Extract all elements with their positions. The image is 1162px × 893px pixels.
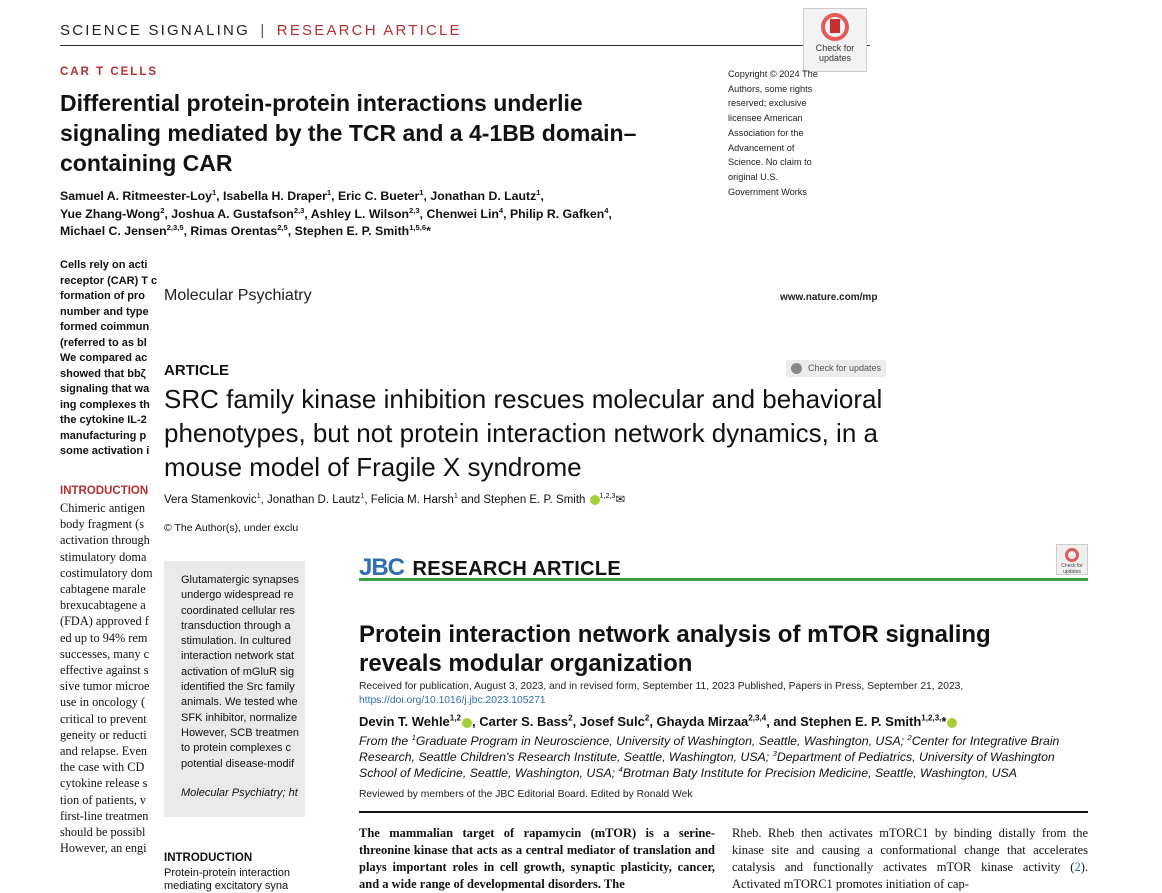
- intro-line: brexucabtagene a: [60, 598, 146, 613]
- abstract-line: animals. We tested whe: [181, 696, 298, 709]
- intro-line: and relapse. Even: [60, 744, 148, 759]
- abstract-line: signaling that wa: [60, 383, 150, 395]
- abstract-line: stimulation. In cultured: [181, 635, 292, 648]
- abstract-line: ing complexes th: [60, 398, 150, 411]
- journal-url[interactable]: www.nature.com/mp: [780, 292, 878, 303]
- intro-line: first-line treatmen: [60, 808, 149, 823]
- abstract-line: transduction through a: [181, 619, 291, 632]
- intro-line: use in oncology (: [60, 695, 146, 710]
- article-type: RESEARCH ARTICLE: [276, 22, 462, 39]
- orcid-icon[interactable]: [947, 718, 957, 728]
- reviewed-by: Reviewed by members of the JBC Editorial Board. Edited by Ronald Wek: [359, 789, 693, 800]
- abstract-line: formed coimmun: [60, 321, 150, 333]
- abstract-line: to protein complexes c: [181, 742, 292, 755]
- intro-line: mediating excitatory syna: [164, 880, 289, 892]
- author-list: Samuel A. Ritmeester-Loy$^1$, Isabella H. Draper$^1$, Eric C. Bueter$^1$, Jonathan D. Lautz$^1$, Yue Zhang-Wong$^2$, Joshua A. Gustafson$^{2,3}$, Ashley L. Wilson$^{2,3}$, Chenwei Lin$^4$, Philip R. Gafken$^4$, Michael C. Jensen$^{2,3,5}$, Rimas Orentas$^{2,5}$, Stephen E. P. Smith$^{1,5,6}$*: [60, 187, 612, 238]
- crossmark-icon: [791, 363, 802, 374]
- jbc-article: [305, 540, 1162, 892]
- intro-line: ed up to 94% rem: [60, 630, 148, 645]
- orcid-icon[interactable]: [462, 718, 472, 728]
- body-column: [732, 825, 1088, 893]
- journal-name: Molecular Psychiatry: [164, 287, 312, 304]
- abstract-text: [181, 573, 299, 772]
- abstract-line: interaction network stat: [181, 650, 295, 663]
- intro-line: critical to prevent: [60, 711, 147, 726]
- intro-line: body fragment (s: [60, 517, 145, 532]
- intro-line: sive tumor microe: [60, 679, 150, 694]
- citation-line: [181, 787, 298, 799]
- article-title: Differential protein-protein interactions underlie signaling mediated by the TCR and a 4-1BB domain–containing CAR: [60, 90, 637, 176]
- intro-line: However, an engi: [60, 841, 147, 856]
- crossmark-icon: [1065, 548, 1079, 562]
- crossmark-icon: [821, 13, 849, 41]
- affiliations: From the $^1$Graduate Program in Neuroscience, University of Washington, Seattle, Washington, USA; $^2$Center for Integrative Brain Research, Seattle Children's Research Institute, Seattle, Washington, USA; $^3$Department of Pediatrics, University of Washington School of Medicine, Seattle, Washington, USA; $^4$Brotman Baty Institute for Precision Medicine, Seattle, Washington, USA: [359, 732, 1060, 780]
- intro-line: geneity or reducti: [60, 727, 147, 742]
- intro-line: should be possibl: [60, 825, 146, 840]
- check-for-updates-label: Check for updates: [1061, 563, 1083, 575]
- check-for-updates-button[interactable]: [786, 360, 886, 377]
- abstract-line: manufacturing p: [60, 429, 147, 442]
- intro-heading: INTRODUCTION: [60, 485, 149, 497]
- reference-link[interactable]: 2: [1074, 860, 1081, 874]
- abstract-line: identified the Src family: [181, 681, 295, 694]
- abstract-line: However, SCB treatmen: [181, 726, 299, 739]
- abstract-line: receptor (CAR) T c: [60, 274, 158, 287]
- abstract-line: undergo widespread re: [181, 589, 294, 602]
- author-list: Devin T. Wehle$^{1,2}$ , Carter S. Bass$^2$, Josef Sulc$^2$, Ghayda Mirzaa$^{2,3,4}$, and Stephen E. P. Smith$^{1,2,3,}$*: [359, 714, 957, 729]
- section-label: CAR T CELLS: [60, 66, 159, 78]
- intro-line: successes, many c: [60, 646, 150, 661]
- intro-line: the case with CD: [60, 760, 145, 775]
- email-icon[interactable]: ✉: [615, 494, 626, 506]
- publication-dates: Received for publication, August 3, 2023, and in revised form, September 11, 2023 Published, Papers in Press, September 21, 2023,: [359, 681, 964, 692]
- orcid-icon[interactable]: [590, 495, 600, 505]
- intro-line: Chimeric antigen: [60, 501, 146, 515]
- abstract-line: (referred to as bl: [60, 336, 147, 349]
- intro-body: [164, 867, 305, 893]
- journal-header: [359, 554, 1088, 581]
- header-separator: |: [260, 22, 267, 39]
- body-text: Rheb. Rheb then activates mTORC1 by binding distally from the kinase site and causing a conformational change that accelerates catalysis and functionally activates mTOR kinase activity (: [732, 826, 1088, 874]
- journal-name: SCIENCE SIGNALING: [60, 22, 250, 39]
- journal-header: [60, 22, 870, 46]
- article-type: RESEARCH ARTICLE: [412, 558, 621, 580]
- check-for-updates-label: Check for updates: [808, 363, 882, 373]
- abstract-line: coordinated cellular res: [181, 604, 295, 617]
- intro-line: (FDA) approved f: [60, 614, 149, 629]
- intro-line: effective against s: [60, 663, 149, 678]
- abstract-column: The mammalian target of rapamycin (mTOR) is a serine-threonine kinase that acts as a central mediator of translation and plays important roles in cell growth, synaptic plasticity, cancer, and a wide range of developmental disorders. The: [359, 826, 715, 891]
- body-text-cont: ). Activated mTORC1 promotes initiation of cap-: [732, 860, 1088, 891]
- intro-line: stimulatory doma: [60, 549, 147, 564]
- article-label: ARTICLE: [164, 362, 229, 379]
- abstract-line: SFK inhibitor, normalize: [181, 711, 298, 724]
- divider: [359, 811, 1088, 813]
- intro-heading: INTRODUCTION: [164, 852, 253, 864]
- abstract-line: Glutamatergic synapses: [181, 574, 299, 586]
- abstract-line: showed that bbζ: [60, 367, 146, 380]
- abstract-line: potential disease-modif: [181, 757, 295, 770]
- abstract-line: activation of mGluR sig: [181, 665, 295, 678]
- copyright-line: © The Author(s), under exclu: [164, 522, 299, 534]
- intro-line: tion of patients, v: [60, 792, 147, 807]
- abstract-line: the cytokine IL-2: [60, 414, 147, 426]
- article-title: SRC family kinase inhibition rescues molecular and behavioral phenotypes, but not protein interaction network dynamics, in a mouse model of Fragile X syndrome: [164, 384, 883, 482]
- intro-line: Protein-protein interaction: [164, 867, 290, 879]
- intro-line: cabtagene marale: [60, 582, 146, 597]
- author-list: Vera Stamenkovic$^1$, Jonathan D. Lautz$^1$, Felicia M. Harsh$^1$ and Stephen E. P. Smith $^{1,2,3}$✉: [164, 492, 626, 506]
- abstract: [60, 258, 160, 460]
- intro-line: cytokine release s: [60, 776, 148, 791]
- abstract-box: [164, 561, 305, 817]
- abstract-line: We compared ac: [60, 352, 148, 364]
- intro-line: costimulatory dom: [60, 565, 153, 580]
- citation-text: Molecular Psychiatry; ht: [181, 787, 298, 799]
- copyright-notice: Copyright © 2024 The Authors, some rights reserved; exclusive licensee American Association for the Advancement of Science. No claim to original U.S. Government Works: [728, 69, 818, 197]
- abstract-line: number and type: [60, 305, 149, 318]
- intro-body: [60, 500, 160, 856]
- abstract-line: some activation i: [60, 445, 150, 457]
- abstract-line: formation of pro: [60, 290, 145, 302]
- abstract-line: Cells rely on acti: [60, 259, 148, 271]
- intro-line: activation through: [60, 533, 150, 548]
- check-for-updates-label: Check for updates: [815, 43, 855, 63]
- doi-link[interactable]: https://doi.org/10.1016/j.jbc.2023.105271: [359, 695, 546, 706]
- check-for-updates-badge[interactable]: [1056, 544, 1088, 575]
- jbc-logo: JBC: [359, 554, 405, 581]
- check-for-updates-badge[interactable]: [803, 8, 867, 72]
- article-title: Protein interaction network analysis of mTOR signaling reveals modular organization: [359, 621, 991, 677]
